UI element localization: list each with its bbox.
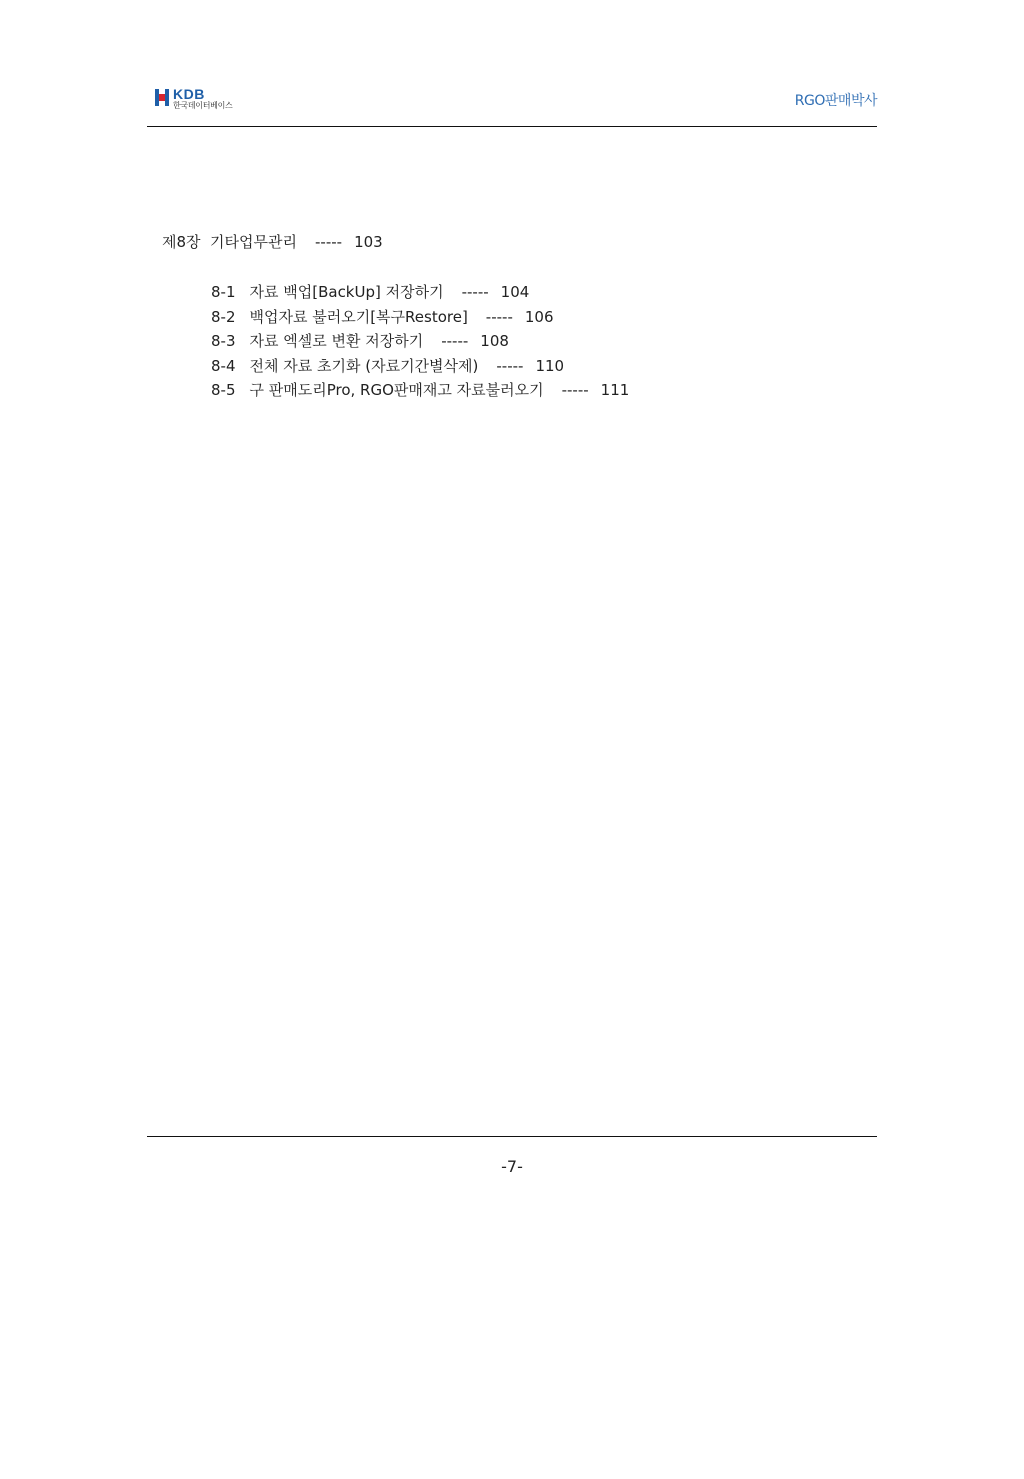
toc-chapter-page: 103 xyxy=(354,233,383,251)
toc-section-entry xyxy=(211,310,554,325)
toc-section-leader: ----- xyxy=(441,332,469,350)
toc-section-page: 108 xyxy=(480,332,509,350)
toc-section-number: 8-1 xyxy=(211,283,236,301)
toc-section-number: 8-2 xyxy=(211,308,236,326)
toc-section-leader: ----- xyxy=(561,381,589,399)
footer-divider xyxy=(147,1136,877,1137)
toc-chapter-leader: ----- xyxy=(315,233,343,251)
toc-section-page: 110 xyxy=(535,357,565,375)
toc-section-leader: ----- xyxy=(485,308,513,326)
page-number: -7- xyxy=(501,1157,523,1176)
toc-section-page: 104 xyxy=(500,283,530,301)
toc-section-title: 전체 자료 초기화 (자료기간별삭제) xyxy=(249,357,479,375)
toc-section-entry xyxy=(211,285,529,300)
kdb-logo-name: KDB xyxy=(173,86,205,102)
toc-section-number: 8-4 xyxy=(211,357,236,375)
toc-section-page: 111 xyxy=(600,381,630,399)
toc-section-leader: ----- xyxy=(461,283,489,301)
toc-section-title: 자료 백업[BackUp] 저장하기 xyxy=(249,283,444,301)
kdb-logo-subtitle: 한국데이터베이스 xyxy=(173,101,233,110)
toc-section-page: 106 xyxy=(524,308,554,326)
toc-section-leader: ----- xyxy=(496,357,524,375)
toc-section-entry xyxy=(211,359,564,374)
toc-section-entry xyxy=(211,334,509,349)
toc-chapter-entry xyxy=(162,235,383,250)
toc-section-title: 자료 엑셀로 변환 저장하기 xyxy=(249,332,424,350)
toc-section-number: 8-3 xyxy=(211,332,236,350)
rgo-logo: RGO판매박사 xyxy=(794,93,877,109)
toc-section-number: 8-5 xyxy=(211,381,236,399)
toc-section-title: 백업자료 불러오기[복구Restore] xyxy=(249,308,468,326)
toc-section-title: 구 판매도리Pro, RGO판매재고 자료불러오기 xyxy=(249,381,544,399)
toc-chapter-title: 제8장 기타업무관리 xyxy=(162,233,298,251)
toc-section-entry xyxy=(211,383,629,398)
